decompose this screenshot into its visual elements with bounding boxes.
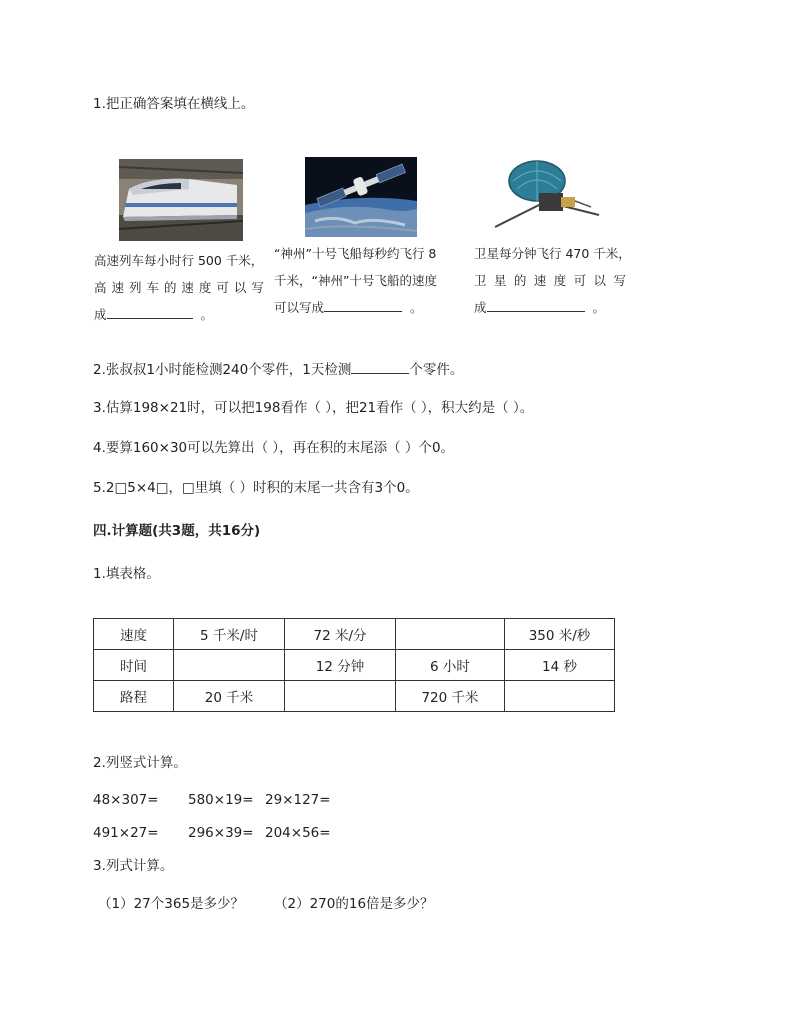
section-title: 四.计算题(共3题，共16分) [93,523,261,539]
satellite-image [491,157,603,237]
q5: 5.2□5×4□，□里填（ ）时积的末尾一共含有3个0。 [93,480,419,496]
table-cell: 时间 [94,650,174,681]
satellite-caption-line3: 成 。 [474,294,626,321]
c3-heading: 3.列式计算。 [93,858,174,874]
q1-heading: 1.把正确答案填在横线上。 [93,96,255,112]
high-speed-train-image [119,159,243,241]
ship-caption-line2: 千米，“神州”十号飞船的速度 [274,273,437,288]
c3-item-2: （2）270的16倍是多少？ [274,896,434,912]
table-cell: 5 千米/时 [174,619,285,650]
c1-heading: 1.填表格。 [93,566,160,582]
q2-answer-blank[interactable] [351,359,409,374]
c2-expr: 48×307= [93,792,159,808]
table-cell: 路程 [94,681,174,712]
q4: 4.要算160×30可以先算出（ ），再在积的末尾添（ ）个0。 [93,440,455,456]
table-cell[interactable] [174,650,285,681]
table-cell: 6 小时 [396,650,505,681]
table-row [94,681,615,712]
table-cell: 20 千米 [174,681,285,712]
table-row [94,619,615,650]
q3: 3.估算198×21时，可以把198看作（ ），把21看作（ ），积大约是（ ）。 [93,400,534,416]
table-cell: 12 分钟 [285,650,396,681]
table-cell: 速度 [94,619,174,650]
table-cell: 14 秒 [505,650,615,681]
speed-table [93,618,615,712]
train-caption-line2: 高 速 列 车 的 速 度 可 以 写 [94,280,264,295]
satellite-answer-blank[interactable] [487,297,585,312]
c2-heading: 2.列竖式计算。 [93,755,187,771]
c2-expr: 580×19= [188,792,254,808]
ship-caption-line3: 可以写成 。 [274,294,460,321]
satellite-caption [474,240,631,321]
c2-expr: 204×56= [265,825,331,841]
ship-caption-line1: “神州”十号飞船每秒约飞行 8 [274,246,437,261]
c2-expr: 296×39= [188,825,254,841]
satellite-caption-line2: 卫 星 的 速 度 可 以 写 [474,273,626,288]
table-row [94,650,615,681]
satellite-caption-line1: 卫星每分钟飞行 470 千米， [474,246,631,261]
q2: 2.张叔叔1小时能检测240个零件，1天检测 个零件。 [93,359,463,379]
ship-answer-blank[interactable] [324,297,402,312]
train-caption [94,247,264,328]
c2-expr: 29×127= [265,792,331,808]
table-cell[interactable] [505,681,615,712]
c2-expr: 491×27= [93,825,159,841]
train-answer-blank[interactable] [107,304,193,319]
ship-caption [274,240,460,321]
spaceship-image [305,157,417,237]
table-cell: 720 千米 [396,681,505,712]
train-caption-line3: 成 。 [94,301,264,328]
c3-item-1: （1）27个365是多少？ [98,896,245,912]
train-caption-line1: 高速列车每小时行 500 千米， [94,253,264,268]
table-cell[interactable] [396,619,505,650]
table-cell: 350 米/秒 [505,619,615,650]
table-cell: 72 米/分 [285,619,396,650]
table-cell[interactable] [285,681,396,712]
